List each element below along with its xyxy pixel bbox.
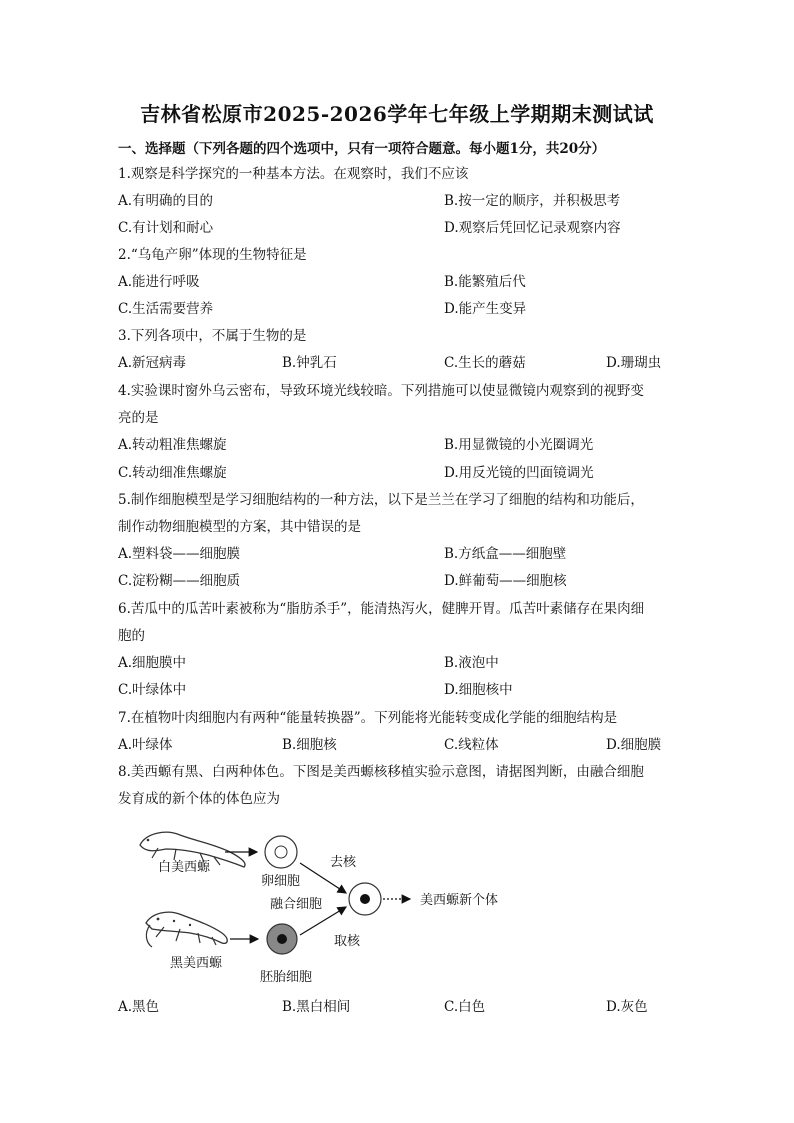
embryo-cell-label: 胚胎细胞 xyxy=(260,970,313,985)
q3-option-a[interactable]: A.新冠病毒 xyxy=(118,355,187,371)
q7-option-b[interactable]: B.细胞核 xyxy=(282,737,337,753)
q8-option-b[interactable]: B.黑白相间 xyxy=(282,999,351,1015)
question-6-stem-line1: 6.苦瓜中的瓜苦叶素被称为“脂肪杀手”，能清热泻火，健脾开胃。瓜苦叶素储存在果肉细 xyxy=(118,601,645,617)
q1-option-c[interactable]: C.有计划和耐心 xyxy=(118,220,214,236)
q8-option-c[interactable]: C.白色 xyxy=(444,999,486,1015)
q5-option-a[interactable]: A.塑料袋——细胞膜 xyxy=(118,546,241,562)
q4-option-a[interactable]: A.转动粗准焦螺旋 xyxy=(118,437,227,453)
fused-cell-label: 融合细胞 xyxy=(270,897,323,912)
q6-option-b[interactable]: B.液泡中 xyxy=(444,655,499,671)
egg-cell-icon xyxy=(265,836,297,868)
q4-option-b[interactable]: B.用显微镜的小光圈调光 xyxy=(444,437,594,453)
q7-option-a[interactable]: A.叶绿体 xyxy=(118,737,173,753)
black-axolotl-icon xyxy=(146,912,227,947)
question-4-stem-line1: 4.实验课时窗外乌云密布，导致环境光线较暗。下列措施可以使显微镜内观察到的视野变 xyxy=(118,383,644,399)
nuclear-transfer-diagram xyxy=(118,815,538,990)
q2-option-c[interactable]: C.生活需要营养 xyxy=(118,301,214,317)
q2-option-d[interactable]: D.能产生变异 xyxy=(444,301,527,317)
question-7-stem: 7.在植物叶肉细胞内有两种“能量转换器”。下列能将光能转变成化学能的细胞结构是 xyxy=(118,710,618,726)
take-nucleus-label: 取核 xyxy=(334,934,361,949)
question-2-stem: 2.“乌龟产卵”体现的生物特征是 xyxy=(118,247,307,263)
new-individual-label: 美西螈新个体 xyxy=(420,893,499,908)
black-axolotl-label: 黑美西螈 xyxy=(170,956,223,971)
question-1-stem: 1.观察是科学探究的一种基本方法。在观察时，我们不应该 xyxy=(118,166,469,182)
q1-option-d[interactable]: D.观察后凭回忆记录观察内容 xyxy=(444,220,621,236)
question-8-stem-line2: 发育成的新个体的体色应为 xyxy=(118,791,280,807)
q6-option-c[interactable]: C.叶绿体中 xyxy=(118,682,187,698)
q5-option-c[interactable]: C.淀粉糊——细胞质 xyxy=(118,573,241,589)
q1-option-a[interactable]: A.有明确的目的 xyxy=(118,193,214,209)
fused-cell-icon xyxy=(349,883,381,915)
q7-option-d[interactable]: D.细胞膜 xyxy=(606,737,662,753)
q2-option-b[interactable]: B.能繁殖后代 xyxy=(444,274,526,290)
q2-option-a[interactable]: A.能进行呼吸 xyxy=(118,274,200,290)
q7-option-c[interactable]: C.线粒体 xyxy=(444,737,499,753)
section-heading: 一、选择题（下列各题的四个选项中，只有一项符合题意。每小题1分，共20分） xyxy=(118,141,606,157)
question-8-stem-line1: 8.美西螈有黑、白两种体色。下图是美西螈核移植实验示意图，请据图判断，由融合细胞 xyxy=(118,764,644,780)
white-axolotl-label: 白美西螈 xyxy=(158,860,211,875)
q6-option-d[interactable]: D.细胞核中 xyxy=(444,682,513,698)
embryo-cell-icon xyxy=(267,924,297,954)
q3-option-c[interactable]: C.生长的蘑菇 xyxy=(444,355,526,371)
q6-option-a[interactable]: A.细胞膜中 xyxy=(118,655,187,671)
q3-option-b[interactable]: B.钟乳石 xyxy=(282,355,337,371)
remove-nucleus-label: 去核 xyxy=(330,855,357,870)
q4-option-d[interactable]: D.用反光镜的凹面镜调光 xyxy=(444,465,594,481)
q5-option-b[interactable]: B.方纸盒——细胞壁 xyxy=(444,546,567,562)
q3-option-d[interactable]: D.珊瑚虫 xyxy=(606,355,662,371)
question-4-stem-line2: 亮的是 xyxy=(118,410,159,426)
q4-option-c[interactable]: C.转动细准焦螺旋 xyxy=(118,465,227,481)
question-6-stem-line2: 胞的 xyxy=(118,628,145,644)
egg-cell-label: 卵细胞 xyxy=(261,874,301,889)
q5-option-d[interactable]: D.鲜葡萄——细胞核 xyxy=(444,573,567,589)
exam-title: 吉林省松原市2025-2026学年七年级上学期期末测试试 xyxy=(140,102,654,126)
question-3-stem: 3.下列各项中，不属于生物的是 xyxy=(118,328,307,344)
q8-option-d[interactable]: D.灰色 xyxy=(606,999,648,1015)
q1-option-b[interactable]: B.按一定的顺序，并积极思考 xyxy=(444,193,621,209)
question-5-stem-line1: 5.制作细胞模型是学习细胞结构的一种方法，以下是兰兰在学习了细胞的结构和功能后， xyxy=(118,492,644,508)
q8-option-a[interactable]: A.黑色 xyxy=(118,999,160,1015)
question-5-stem-line2: 制作动物细胞模型的方案，其中错误的是 xyxy=(118,519,361,535)
